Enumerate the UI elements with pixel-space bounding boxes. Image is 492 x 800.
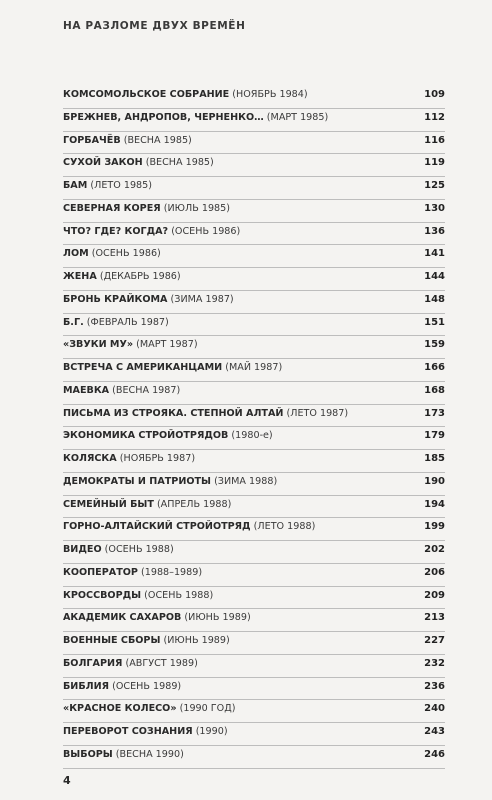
toc-chapter-title: МАЕВКА (63, 384, 110, 396)
toc-chapter-title: ВЫБОРЫ (63, 748, 113, 760)
toc-chapter-title: КОМСОМОЛЬСКОЕ СОБРАНИЕ (63, 89, 230, 100)
toc-chapter-date: (1988–1989) (141, 566, 203, 578)
toc-chapter-date: (ЛЕТО 1985) (90, 180, 152, 191)
toc-entry-title (63, 157, 214, 168)
toc-entry (63, 382, 445, 405)
toc-page-number: 240 (424, 703, 445, 715)
toc-entry-title (63, 453, 195, 464)
toc-entry (63, 405, 445, 428)
toc-entry (63, 609, 445, 632)
toc-entry (63, 291, 445, 314)
toc-page-number: 136 (424, 225, 445, 237)
toc-page-number: 151 (424, 316, 445, 328)
toc-entry (63, 564, 445, 587)
toc-entry (63, 86, 445, 109)
toc-page-number: 166 (424, 362, 445, 373)
toc-page-number: 173 (424, 407, 445, 419)
toc-entry-title (63, 749, 184, 760)
toc-chapter-date: (АВГУСТ 1989) (125, 657, 198, 669)
toc-chapter-title: ЛОМ (63, 248, 89, 260)
toc-entry-title (63, 681, 181, 692)
toc-page-number: 232 (424, 657, 445, 669)
toc-chapter-title: Б.Г. (63, 316, 84, 328)
toc-page-number: 227 (424, 635, 445, 646)
toc-page-number: 159 (424, 339, 445, 351)
toc-entry (63, 109, 445, 132)
toc-entry (63, 359, 445, 382)
toc-entry-title (63, 89, 308, 100)
toc-chapter-date: (АПРЕЛЬ 1988) (156, 498, 232, 510)
toc-chapter-date: (МАРТ 1985) (266, 111, 329, 123)
toc-chapter-title: КРОССВОРДЫ (63, 589, 142, 601)
toc-page-number: 112 (424, 111, 445, 123)
toc-chapter-date: (ВЕСНА 1987) (112, 384, 181, 396)
toc-chapter-title: КООПЕРАТОР (63, 566, 138, 578)
toc-chapter-title: «ЗВУКИ МУ» (63, 339, 134, 351)
toc-chapter-title: ВСТРЕЧА С АМЕРИКАНЦАМИ (63, 362, 223, 373)
toc-entry (63, 723, 445, 746)
toc-chapter-date: (ИЮЛЬ 1985) (163, 202, 230, 214)
toc-entry (63, 746, 445, 769)
toc-chapter-title: ГОРНО-АЛТАЙСКИЙ СТРОЙОТРЯД (63, 521, 251, 533)
toc-chapter-date: (МАЙ 1987) (225, 362, 283, 373)
toc-page-number: 109 (424, 89, 445, 100)
toc-page-number: 144 (424, 271, 445, 282)
toc-entry (63, 427, 445, 450)
toc-entry (63, 496, 445, 519)
toc-chapter-date: (ОСЕНЬ 1988) (144, 589, 214, 601)
toc-chapter-date: (МАРТ 1987) (136, 339, 198, 351)
table-of-contents (63, 86, 445, 769)
toc-chapter-date: (1980-е) (231, 430, 273, 442)
toc-page-number: 194 (424, 498, 445, 510)
toc-entry (63, 314, 445, 337)
page-number: 4 (63, 774, 71, 787)
toc-page-number: 148 (424, 293, 445, 305)
toc-entry-title (63, 408, 348, 419)
toc-page-number: 206 (424, 566, 445, 578)
toc-entry-title (63, 112, 328, 123)
toc-chapter-date: (ВЕСНА 1990) (115, 748, 184, 760)
toc-chapter-title: ВОЕННЫЕ СБОРЫ (63, 635, 161, 646)
toc-entry (63, 700, 445, 723)
toc-entry-title (63, 590, 213, 601)
toc-chapter-title: БОЛГАРИЯ (63, 657, 123, 669)
toc-entry-title (63, 544, 174, 555)
toc-chapter-title: СЕВЕРНАЯ КОРЕЯ (63, 202, 161, 214)
toc-chapter-date: (ОСЕНЬ 1988) (104, 544, 174, 555)
toc-entry (63, 223, 445, 246)
toc-entry-title (63, 248, 161, 259)
toc-chapter-title: БРЕЖНЕВ, АНДРОПОВ, ЧЕРНЕНКО… (63, 111, 264, 123)
toc-entry (63, 268, 445, 291)
toc-page-number: 209 (424, 589, 445, 601)
toc-entry-title (63, 703, 235, 714)
toc-entry-title (63, 612, 251, 623)
toc-entry (63, 473, 445, 496)
toc-entry-title (63, 339, 198, 350)
toc-chapter-date: (1990) (195, 726, 228, 737)
toc-chapter-title: ЧТО? ГДЕ? КОГДА? (63, 225, 169, 237)
toc-chapter-title: ПЕРЕВОРОТ СОЗНАНИЯ (63, 726, 193, 737)
toc-entry-title (63, 658, 198, 669)
toc-chapter-date: (ЗИМА 1988) (214, 475, 278, 487)
toc-entry (63, 518, 445, 541)
toc-entry-title (63, 476, 277, 487)
toc-page-number: 202 (424, 544, 445, 555)
toc-chapter-date: (НОЯБРЬ 1987) (119, 453, 196, 464)
toc-page-number: 236 (424, 680, 445, 692)
toc-page-number: 179 (424, 430, 445, 442)
toc-page-number: 185 (424, 453, 445, 464)
toc-entry (63, 177, 445, 200)
toc-entry-title (63, 317, 169, 328)
toc-entry-title (63, 203, 230, 214)
toc-entry-title (63, 430, 273, 441)
toc-entry-title (63, 499, 231, 510)
toc-chapter-title: ПИСЬМА ИЗ СТРОЯКА. СТЕПНОЙ АЛТАЙ (63, 407, 284, 419)
toc-page-number: 116 (424, 134, 445, 146)
toc-chapter-title: ВИДЕО (63, 544, 102, 555)
toc-page-number: 125 (424, 180, 445, 191)
toc-chapter-date: (ДЕКАБРЬ 1986) (99, 271, 181, 282)
toc-entry (63, 450, 445, 473)
toc-entry (63, 200, 445, 223)
toc-page-number: 168 (424, 384, 445, 396)
toc-page-number: 141 (424, 248, 445, 260)
toc-entry-title (63, 726, 228, 737)
toc-chapter-date: (ОСЕНЬ 1989) (112, 680, 182, 692)
toc-chapter-title: ДЕМОКРАТЫ И ПАТРИОТЫ (63, 475, 211, 487)
toc-page-number: 119 (424, 157, 445, 169)
toc-entry-title (63, 567, 202, 578)
toc-entry-title (63, 385, 180, 396)
toc-entry-title (63, 271, 181, 282)
toc-chapter-title: БИБЛИЯ (63, 680, 110, 692)
toc-page-number: 246 (424, 748, 445, 760)
toc-chapter-title: АКАДЕМИК САХАРОВ (63, 612, 182, 624)
toc-chapter-date: (ЛЕТО 1988) (253, 521, 316, 533)
toc-entry-title (63, 226, 240, 237)
toc-chapter-title: БАМ (63, 180, 88, 191)
toc-chapter-title: БРОНЬ КРАЙКОМА (63, 293, 168, 305)
toc-chapter-title: «КРАСНОЕ КОЛЕСО» (63, 703, 177, 715)
toc-entry-title (63, 135, 192, 146)
toc-chapter-title: ГОРБАЧЁВ (63, 134, 121, 146)
toc-entry (63, 132, 445, 155)
toc-page-number: 190 (424, 475, 445, 487)
toc-entry (63, 541, 445, 564)
toc-chapter-date: (ФЕВРАЛЬ 1987) (86, 316, 169, 328)
toc-chapter-date: (ВЕСНА 1985) (123, 134, 192, 146)
toc-entry-title (63, 635, 230, 646)
toc-chapter-title: ЭКОНОМИКА СТРОЙОТРЯДОВ (63, 430, 229, 442)
toc-entry (63, 587, 445, 610)
toc-chapter-date: (ИЮНЬ 1989) (184, 612, 251, 624)
toc-entry-title (63, 180, 152, 191)
toc-page-number: 243 (424, 726, 445, 737)
toc-page-number: 130 (424, 202, 445, 214)
toc-entry (63, 154, 445, 177)
toc-entry (63, 245, 445, 268)
toc-chapter-date: (1990 ГОД) (179, 703, 236, 715)
toc-chapter-date: (ИЮНЬ 1989) (163, 635, 230, 646)
running-head: НА РАЗЛОМЕ ДВУХ ВРЕМЁН (63, 20, 246, 32)
toc-entry-title (63, 521, 315, 532)
toc-chapter-date: (ЛЕТО 1987) (286, 407, 349, 419)
toc-page-number: 213 (424, 612, 445, 624)
toc-page-number: 199 (424, 521, 445, 533)
toc-chapter-date: (ОСЕНЬ 1986) (171, 225, 241, 237)
toc-entry-title (63, 362, 282, 373)
toc-entry (63, 632, 445, 655)
toc-chapter-date: (ОСЕНЬ 1986) (91, 248, 161, 260)
toc-chapter-title: СУХОЙ ЗАКОН (63, 157, 143, 169)
toc-chapter-date: (ЗИМА 1987) (170, 293, 234, 305)
toc-entry (63, 655, 445, 678)
toc-chapter-title: ЖЕНА (63, 271, 97, 282)
toc-chapter-title: КОЛЯСКА (63, 453, 117, 464)
toc-entry-title (63, 294, 234, 305)
toc-entry (63, 336, 445, 359)
toc-chapter-title: СЕМЕЙНЫЙ БЫТ (63, 498, 154, 510)
toc-chapter-date: (НОЯБРЬ 1984) (232, 89, 308, 100)
toc-chapter-date: (ВЕСНА 1985) (145, 157, 214, 169)
toc-entry (63, 678, 445, 701)
